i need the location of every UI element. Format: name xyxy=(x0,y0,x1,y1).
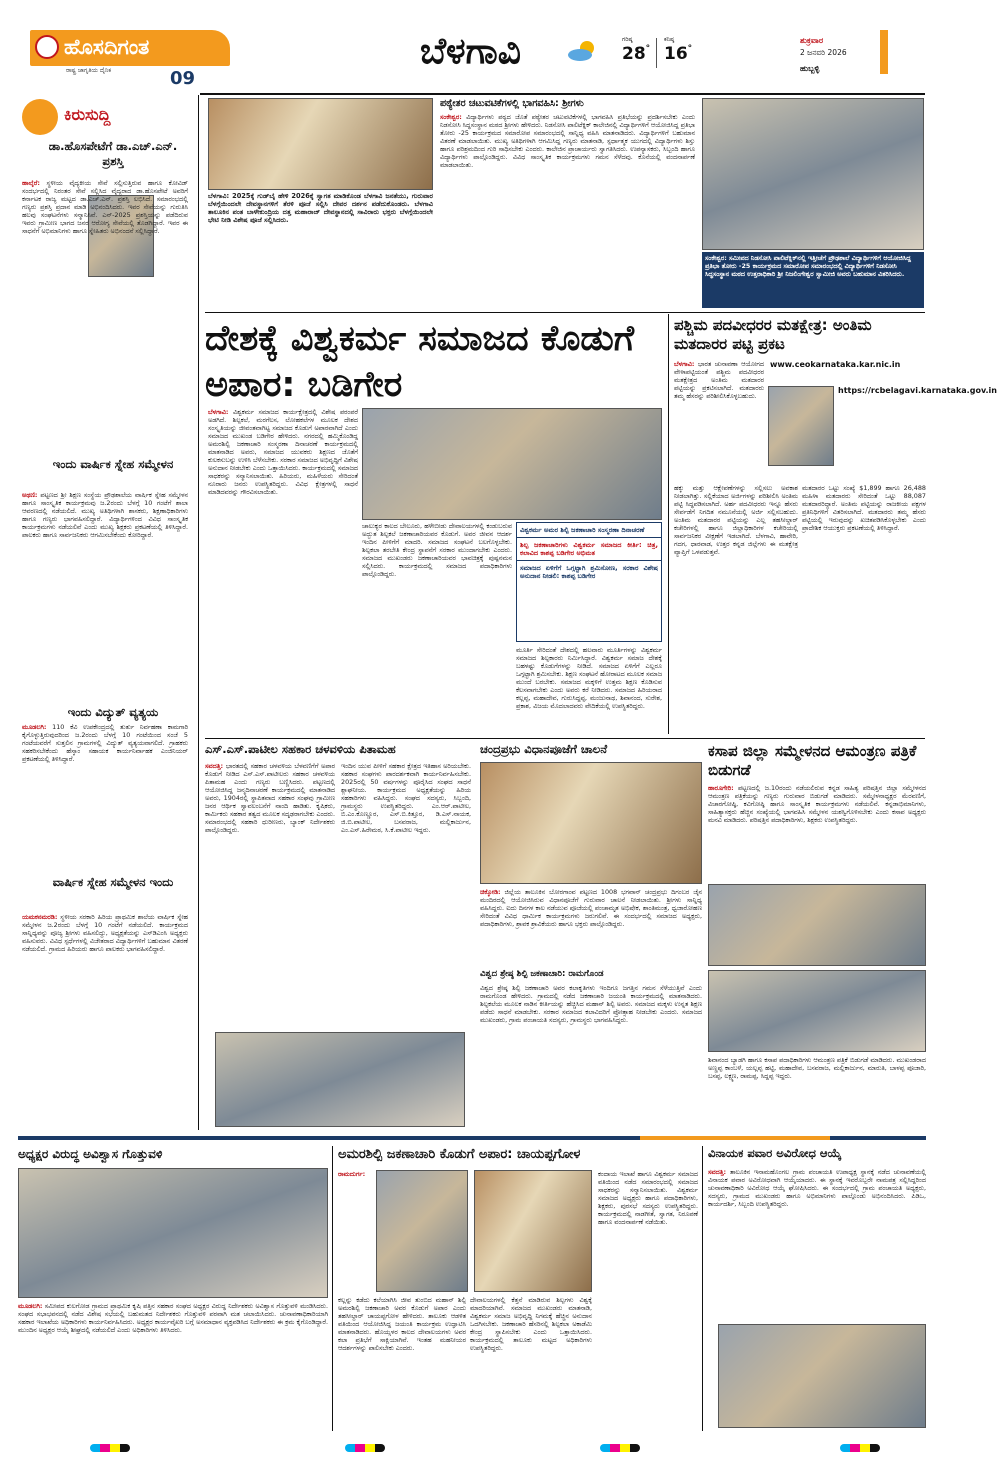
story-g-photo-2 xyxy=(474,1170,592,1292)
story-f-body xyxy=(18,1302,328,1432)
masthead-rule xyxy=(200,93,925,95)
story-a-body xyxy=(440,113,695,303)
story-a xyxy=(440,98,695,308)
story-b-photo xyxy=(215,1032,465,1127)
story-f-place: ಮೂಡಲಗಿ: xyxy=(18,1302,43,1310)
story-g xyxy=(338,1146,698,1436)
story-b xyxy=(205,742,473,1137)
lead-body-col2: ಚಾಲುಕ್ಯರ ಕಾಲದ ಬೇಲೂರು, ಹಳೇಬೀಡು ದೇವಾಲಯಗಳಲ್ಲಿ ಕಂಡುಬರುವ ಅದ್ಭುತ ಶಿಲ್ಪಕಲೆ ಜಕಣಾಚಾರಿಯವರ ಕೊಡುಗೆ. ಅವರ ಜೀವನ ಆದರ್ಶ ಇಂದಿನ ಪೀಳಿಗೆಗೆ ಮಾದರಿ. ಸಮಾಜದ ಸಂಘಟನೆ ಬಲಗೊಳ್ಳಬೇಕು. ಶಿಲ್ಪಕಲಾ ತರಬೇತಿ ಕೇಂದ್ರ ಸ್ಥಾಪನೆಗೆ ಸರಕಾರ ಮುಂದಾಗಬೇಕು ಎಂದರು. ಸಮಾಜದ ಮುಖಂಡರು ಜಕಣಾಚಾರಿಯವರ ಭಾವಚಿತ್ರಕ್ಕೆ ಪುಷ್ಪನಮನ ಸಲ್ಲಿಸಿದರು. ಕಾರ್ಯಕ್ರಮದಲ್ಲಿ ಸಮಾಜದ ಪದಾಧಿಕಾರಿಗಳು ಪಾಲ್ಗೊಂಡಿದ್ದರು. xyxy=(362,522,512,578)
city-name: ಹುಬ್ಬಳ್ಳಿ xyxy=(800,64,820,73)
voters-body-1 xyxy=(674,360,764,480)
lead-text-1: ವಿಶ್ವಕರ್ಮ ಸಮಾಜದ ಕಾರ್ಯಕ್ಷೇತ್ರದಲ್ಲಿ ವಿಶೇಷ ಪರಂಪರೆ ಅಡಗಿದೆ. ಶಿಲ್ಪಕಲೆ, ಮರಗೆಲಸ, ಲೋಹಕಲೆಗಳ ಮೂಲಕ ದೇಶದ ಸಂಸ್ಕೃತಿಯನ್ನು ಜೀವಂತವಾಗಿಟ್ಟ ಸಮಾಜದ ಕೊಡುಗೆ ಅಪಾರವಾಗಿದೆ ಎಂದು ಸಮಾಜದ ಮುಖಂಡ ಬಡಿಗೇರ ಹೇಳಿದರು. ನಗರದಲ್ಲಿ ಹಮ್ಮಿಕೊಂಡಿದ್ದ ಅಮರಶಿಲ್ಪಿ ಜಕಣಾಚಾರಿ ಸಂಸ್ಮರಣಾ ದಿನಾಚರಣೆ ಕಾರ್ಯಕ್ರಮದಲ್ಲಿ ಮಾತನಾಡಿದ ಅವರು, ಸಮಾಜದ ಯುವಕರು ಶಿಕ್ಷಣದ ಜೊತೆಗೆ ಕುಲಕಸುಬನ್ನು ಉಳಿಸಿ ಬೆಳೆಸಬೇಕು. ಸರಕಾರ ಸಮಾಜದ ಅಭಿವೃದ್ಧಿಗೆ ವಿಶೇಷ ಅನುದಾನ ನೀಡಬೇಕು ಎಂದು ಒತ್ತಾಯಿಸಿದರು. ಕಾರ್ಯಕ್ರಮದಲ್ಲಿ ಸಮಾಜದ ಸಾಧಕರನ್ನು ಸನ್ಮಾನಿಸಲಾಯಿತು. ಹಿರಿಯರು, ಮಹಿಳೆಯರು ಸೇರಿದಂತೆ ನೂರಾರು ಜನರು ಉಪಸ್ಥಿತರಿದ್ದರು. ವಿವಿಧ ಕ್ಷೇತ್ರಗಳಲ್ಲಿ ಸಾಧನೆ ಮಾಡಿದವರನ್ನು ಗೌರವಿಸಲಾಯಿತು. xyxy=(208,408,358,496)
tagline: ರಾಷ್ಟ್ರ ಜಾಗೃತಿಯ ದೈನಿಕ xyxy=(66,67,112,74)
top-row-rule xyxy=(205,312,925,313)
day-name: ಶುಕ್ರವಾರ xyxy=(800,36,824,45)
voters-text-1: ಭಾರತ ಚುನಾವಣಾ ಆಯೋಗದ ವೇಳಾಪಟ್ಟಿಯಂತೆ ಪಶ್ಚಿಮ ಪದವೀಧರರ ಮತಕ್ಷೇತ್ರದ ಅಂತಿಮ ಮತದಾರರ ಪಟ್ಟಿಯನ್ನು ಪ್ರಕಟಿಸಲಾಗಿದೆ. ಮತದಾರರು ತಮ್ಮ ಹೆಸರನ್ನು ಪರಿಶೀಲಿಸಿಕೊಳ್ಳಬಹುದು. xyxy=(674,360,764,400)
weather-cloud-icon xyxy=(565,40,599,60)
story-e xyxy=(708,742,926,1137)
story-h-text: ತಾಲೂಕಿನ ಇನಾಮಹೊಂಗಲ ಗ್ರಾಮ ಪಂಚಾಯತಿ ಉಪಾಧ್ಯಕ್ಷ ಸ್ಥಾನಕ್ಕೆ ನಡೆದ ಚುನಾವಣೆಯಲ್ಲಿ ವಿನಾಯಕ ಪವಾರ ಅವಿರೋಧವಾಗಿ ಆಯ್ಕೆಯಾದರು. ಈ ಸ್ಥಾನಕ್ಕೆ ಇವರೊಬ್ಬರೇ ನಾಮಪತ್ರ ಸಲ್ಲಿಸಿದ್ದರಿಂದ ಚುನಾವಣಾಧಿಕಾರಿ ಅವಿರೋಧ ಆಯ್ಕೆ ಘೋಷಿಸಿದರು. ಈ ಸಂದರ್ಭದಲ್ಲಿ ಗ್ರಾಮ ಪಂಚಾಯತಿ ಅಧ್ಯಕ್ಷರು, ಸದಸ್ಯರು, ಗ್ರಾಮದ ಮುಖಂಡರು ಹಾಗೂ ಅಭಿಮಾನಿಗಳು ಪಾಲ್ಗೊಂಡು ಅಭಿನಂದಿಸಿದರು. ಪಿಡಿಒ, ಕಾರ್ಯದರ್ಶಿ, ಸಿಬ್ಬಂದಿ ಉಪಸ್ಥಿತರಿದ್ದರು. xyxy=(708,1168,926,1208)
brief-2-title: ಇಂದು ವಾರ್ಷಿಕ ಸ್ನೇಹ ಸಮ್ಮೇಳನ xyxy=(52,457,174,471)
story-e-caption: ಶಿವಾನಂದ ಬ್ಯಾಡಗಿ ಹಾಗೂ ಕಸಾಪ ಪದಾಧಿಕಾರಿಗಳು ಆಮಂತ್ರಣ ಪತ್ರಿಕೆ ಬಿಡುಗಡೆ ಮಾಡಿದರು. ಮುಖಂಡರಾದ ಅಣ್ಣಪ್ಪ ಕಾಂಬಳೆ, ಯಲ್ಲಪ್ಪ ಹಟ್ಟಿ, ಮಹಾದೇವ, ಬಸವರಾಜ, ಮಲ್ಲಿಕಾರ್ಜುನ, ಮಾರುತಿ, ಬಾಳಪ್ಪ ಪೂಜಾರಿ, ಬಸಪ್ಪ, ಲಕ್ಷ್ಮಣ, ರಾಮಪ್ಪ, ಸಿದ್ದಪ್ಪ ಇದ್ದರು. xyxy=(708,1056,926,1080)
story-g-title: ಅಮರಶಿಲ್ಪಿ ಜಕಣಾಚಾರಿ ಕೊಡುಗೆ ಅಪಾರ: ಚಾಯಪ್ಪಗೋಳ xyxy=(338,1147,581,1162)
story-h-title: ವಿನಾಯಕ ಪವಾರ ಅವಿರೋಧ ಆಯ್ಕೆ xyxy=(708,1146,842,1160)
brief-2-text: ಪಟ್ಟಣದ ಶ್ರೀ ಶಿಕ್ಷಣ ಸಂಸ್ಥೆಯ ಪ್ರೌಢಶಾಲೆಯ ವಾರ್ಷಿಕ ಸ್ನೇಹ ಸಮ್ಮೇಳನ ಹಾಗೂ ಸಾಂಸ್ಕೃತಿಕ ಕಾರ್ಯಕ್ರಮವು ಜ.2ರಂದು ಬೆಳಗ್ಗೆ 10 ಗಂಟೆಗೆ ಶಾಲಾ ಆವರಣದಲ್ಲಿ ನಡೆಯಲಿದೆ. ಮುಖ್ಯ ಅತಿಥಿಗಳಾಗಿ ಶಾಸಕರು, ಶಿಕ್ಷಣಾಧಿಕಾರಿಗಳು ಹಾಗೂ ಗಣ್ಯರು ಭಾಗವಹಿಸಲಿದ್ದಾರೆ. ವಿದ್ಯಾರ್ಥಿಗಳಿಂದ ವಿವಿಧ ಸಾಂಸ್ಕೃತಿಕ ಕಾರ್ಯಕ್ರಮಗಳು ನಡೆಯಲಿವೆ ಎಂದು ಮುಖ್ಯ ಶಿಕ್ಷಕರು ಪ್ರಕಟಣೆಯಲ್ಲಿ ತಿಳಿಸಿದ್ದಾರೆ. ಪಾಲಕರು ಹಾಗೂ ಸಾರ್ವಜನಿಕರು ಆಗಮಿಸಬೇಕೆಂದು ಕೋರಿದ್ದಾರೆ. xyxy=(22,491,188,539)
story-f-photo xyxy=(18,1168,328,1298)
voters-url-2[interactable]: https://rcbelagavi.karnataka.gov.in xyxy=(838,386,997,395)
edition-name: ಬೆಳಗಾವಿ xyxy=(420,31,521,72)
lead-highlight-3: ಸಮಾಜದ ಏಳಿಗೆಗೆ ಒಗ್ಗಟ್ಟಾಗಿ ಶ್ರಮಿಸೋಣ, ಸರಕಾರ ವಿಶೇಷ ಅನುದಾನ ನೀಡಲಿ: ಕಾಶಪ್ಪ ಬಡಿಗೇರ xyxy=(520,564,658,580)
story-b-body-1 xyxy=(205,762,335,1024)
voters-portrait xyxy=(768,386,834,466)
story-c-title: ಚಂದ್ರಪ್ರಭು ವಿಧಾನಪೂಜೆಗೆ ಚಾಲನೆ xyxy=(480,742,608,756)
brief-1-text: ಸ್ಥಳೀಯ ವೈದ್ಯಕೀಯ ಸೇವೆ ಸಲ್ಲಿಸುತ್ತಿರುವ ಹಾಗೂ ಕೋವಿಡ್ ಸಂದರ್ಭದಲ್ಲಿ ನಿರಂತರ ಸೇವೆ ಸಲ್ಲಿಸಿದ ವೈದ್ಯರಾದ ಡಾ.ಹೊಸಪೇಟೆ ಅವರಿಗೆ ಕರ್ನಾಟಕ ರಾಜ್ಯ ಮಟ್ಟದ ಡಾ.ಎಚ್.ಎನ್. ಪ್ರಶಸ್ತಿ ಲಭಿಸಿದೆ. ಸಮಾರಂಭದಲ್ಲಿ ಗಣ್ಯರು ಪ್ರಶಸ್ತಿ ಪ್ರದಾನ ಮಾಡಿ ಅಭಿನಂದಿಸಿದರು. ಇವರ ಸೇವೆಯನ್ನು ಗುರುತಿಸಿ ಹಲವು ಸಂಘಟನೆಗಳು ಸನ್ಮಾನಿಸಿವೆ. ಎನ್-2025 ಪ್ರಶಸ್ತಿಯನ್ನು ಪಡೆದಿರುವ ಇವರು ಗ್ರಾಮೀಣ ಭಾಗದ ಜನರ ಆರೋಗ್ಯ ಸೇವೆಯಲ್ಲಿ ತೊಡಗಿದ್ದಾರೆ. ಇವರ ಈ ಸಾಧನೆಗೆ ಅಭಿಮಾನಿಗಳು ಹಾಗೂ ಸ್ನೇಹಿತರು ಅಭಿನಂದನೆ ಸಲ್ಲಿಸಿದ್ದಾರೆ. xyxy=(22,179,188,235)
lead-highlight-1: ವಿಶ್ವಕರ್ಮ ಅಮರ ಶಿಲ್ಪಿ ಜಕಣಾಚಾರಿ ಸಂಸ್ಮರಣಾ ದಿನಾಚರಣೆ xyxy=(517,523,661,538)
lead-right-divider xyxy=(668,314,669,734)
story-f-text: ಸಮೀಪದ ಕುಲಗೋಡ ಗ್ರಾಮದ ಪ್ರಾಥಮಿಕ ಕೃಷಿ ಪತ್ತಿನ ಸಹಕಾರ ಸಂಘದ ಅಧ್ಯಕ್ಷರ ವಿರುದ್ಧ ನಿರ್ದೇಶಕರು ಅವಿಶ್ವಾಸ ಗೊತ್ತುವಳಿ ಮಂಡಿಸಿದರು. ಸಂಘದ ಸಭಾಭವನದಲ್ಲಿ ನಡೆದ ವಿಶೇಷ ಸಭೆಯಲ್ಲಿ ಬಹುಮತದ ನಿರ್ದೇಶಕರು ಗೊತ್ತುವಳಿ ಪರವಾಗಿ ಮತ ಚಲಾಯಿಸಿದರು. ಚುನಾವಣಾಧಿಕಾರಿಯಾಗಿ ಸಹಕಾರ ಇಲಾಖೆಯ ಅಧಿಕಾರಿಗಳು ಕಾರ್ಯನಿರ್ವಹಿಸಿದರು. ಅಧ್ಯಕ್ಷರ ಕಾರ್ಯವೈಖರಿ ಬಗ್ಗೆ ಅಸಮಾಧಾನ ವ್ಯಕ್ತಪಡಿಸಿದ ನಿರ್ದೇಶಕರು ಈ ಕ್ರಮ ಕೈಗೊಂಡಿದ್ದಾರೆ. ಮುಂದಿನ ಅಧ್ಯಕ್ಷರ ಆಯ್ಕೆ ಶೀಘ್ರದಲ್ಲಿ ನಡೆಯಲಿದೆ ಎಂದು ಅಧಿಕಾರಿಗಳು ತಿಳಿಸಿದರು. xyxy=(18,1302,328,1334)
lead-title: ದೇಶಕ್ಕೆ ವಿಶ್ವಕರ್ಮ ಸಮಾಜದ ಕೊಡುಗೆ ಅಪಾರ: ಬಡಿಗೇರ xyxy=(205,319,635,405)
cmyk-mark-icon xyxy=(600,1444,640,1452)
kirusuddi-divider xyxy=(198,95,199,1130)
story-e-text: ಪಟ್ಟಣದಲ್ಲಿ ಜ.10ರಂದು ನಡೆಯಲಿರುವ ಕನ್ನಡ ಸಾಹಿತ್ಯ ಪರಿಷತ್ತಿನ ಜಿಲ್ಲಾ ಸಮ್ಮೇಳನದ ಆಮಂತ್ರಣ ಪತ್ರಿಕೆಯನ್ನು ಗಣ್ಯರು ಗುರುವಾರ ಬಿಡುಗಡೆ ಮಾಡಿದರು. ಸಮ್ಮೇಳನಾಧ್ಯಕ್ಷರ ಮೆರವಣಿಗೆ, ವಿಚಾರಗೋಷ್ಠಿ, ಕವಿಗೋಷ್ಠಿ ಹಾಗೂ ಸಾಂಸ್ಕೃತಿಕ ಕಾರ್ಯಕ್ರಮಗಳು ನಡೆಯಲಿವೆ. ಕನ್ನಡಾಭಿಮಾನಿಗಳು, ಸಾಹಿತ್ಯಾಸಕ್ತರು ಹೆಚ್ಚಿನ ಸಂಖ್ಯೆಯಲ್ಲಿ ಭಾಗವಹಿಸಿ ಸಮ್ಮೇಳನ ಯಶಸ್ವಿಗೊಳಿಸಬೇಕು ಎಂದು ಕಸಾಪ ಅಧ್ಯಕ್ಷರು ಮನವಿ ಮಾಡಿದರು. ಪರಿಷತ್ತಿನ ಪದಾಧಿಕಾರಿಗಳು, ಶಿಕ್ಷಕರು ಉಪಸ್ಥಿತರಿದ್ದರು. xyxy=(708,784,926,824)
story-f-title: ಅಧ್ಯಕ್ಷರ ವಿರುದ್ಧ ಅವಿಶ್ವಾಸ ಗೊತ್ತುವಳಿ xyxy=(18,1147,163,1161)
temp-divider xyxy=(656,38,657,68)
lead-highlight-2: ಶಿಲ್ಪ ಜಕಣಾಚಾರಿಗಳು ವಿಶ್ವಕರ್ಮ ಸಮಾಜದ ಕೀರ್ತಿ: ಚಿತ್ರ, ಕಲಾವಿದ ಕಾಶಪ್ಪ ಬಡಿಗೇರ ಅಭಿಮತ xyxy=(517,538,661,561)
bottom-section-accent xyxy=(640,1136,830,1140)
mid-row-rule xyxy=(205,738,925,739)
logo-emblem-icon xyxy=(35,35,59,59)
story-d-body: ವಿಶ್ವದ ಶ್ರೇಷ್ಠ ಶಿಲ್ಪಿ ಜಕಣಾಚಾರಿ ಅವರ ಕಲಾಕೃತಿಗಳು ಇಂದಿಗೂ ಜಗತ್ತಿನ ಗಮನ ಸೆಳೆಯುತ್ತಿವೆ ಎಂದು ರಾಮಗೊಂಡ ಹೇಳಿದರು. ಗ್ರಾಮದಲ್ಲಿ ನಡೆದ ಜಕಣಾಚಾರಿ ಜಯಂತಿ ಕಾರ್ಯಕ್ರಮದಲ್ಲಿ ಮಾತನಾಡಿದರು. ಶಿಲ್ಪಕಲೆಯ ಮೂಲಕ ನಾಡಿನ ಕೀರ್ತಿಯನ್ನು ಹೆಚ್ಚಿಸಿದ ಮಹಾನ್ ಶಿಲ್ಪಿ ಅವರು. ಸಮಾಜದ ಮಕ್ಕಳು ಉನ್ನತ ಶಿಕ್ಷಣ ಪಡೆದು ಸಾಧನೆ ಮಾಡಬೇಕು. ಸರಕಾರ ಸಮಾಜದ ಕಲಾವಿದರಿಗೆ ಪ್ರೋತ್ಸಾಹ ನೀಡಬೇಕು ಎಂದರು. ಸಮಾಜದ ಮುಖಂಡರು, ಗ್ರಾಮ ಪಂಚಾಯತಿ ಸದಸ್ಯರು, ಗ್ರಾಮಸ್ಥರು ಭಾಗವಹಿಸಿದ್ದರು. xyxy=(480,984,702,1024)
story-e-photo-2 xyxy=(708,970,926,1052)
story-a-title: ಪಠ್ಯೇತರ ಚಟುವಟಿಕೆಗಳಲ್ಲಿ ಭಾಗವಹಿಸಿ: ಶ್ರೀಗಳು xyxy=(440,98,584,109)
story-b-place: ಸವದತ್ತಿ: xyxy=(205,762,224,770)
story-c xyxy=(480,742,702,962)
story-h-place: ಸವದತ್ತಿ: xyxy=(708,1168,727,1176)
date-accent-bar xyxy=(880,30,888,74)
date-block xyxy=(800,36,925,74)
story-a-place: ಸಂಕೇಶ್ವರ: xyxy=(440,113,462,121)
story-e-title: ಕಸಾಪ ಜಿಲ್ಲಾ ಸಮ್ಮೇಳನದ ಆಮಂತ್ರಣ ಪತ್ರಿಕೆ ಬಿಡುಗಡೆ xyxy=(708,742,917,779)
kirusuddi-label: ಕಿರುಸುದ್ದಿ xyxy=(64,105,111,124)
max-temp: 28° xyxy=(622,44,651,64)
brief-1-body xyxy=(22,179,188,459)
voters-body-3: ಮತದಾರರ ಒಟ್ಟು ಸಂಖ್ಯೆ $1,899 ಹಾಗೂ 26,488 ಮಹಿಳಾ ಮತದಾರರು ಸೇರಿದಂತೆ ಒಟ್ಟು 88,087 ಮತದಾರರಿದ್ದಾರೆ. ಅಂತಿಮ ಪಟ್ಟಿಯನ್ನು ರಾಜಕೀಯ ಪಕ್ಷಗಳ ಪ್ರತಿನಿಧಿಗಳಿಗೆ ವಿತರಿಸಲಾಗಿದೆ. ಮತದಾರರು ತಮ್ಮ ಹೆಸರು ಪಟ್ಟಿಯಲ್ಲಿ ಇರುವುದನ್ನು ಖಚಿತಪಡಿಸಿಕೊಳ್ಳಬೇಕು ಎಂದು ಪ್ರಾದೇಶಿಕ ಆಯುಕ್ತರು ಪ್ರಕಟಣೆಯಲ್ಲಿ ತಿಳಿಸಿದ್ದಾರೆ. xyxy=(802,484,926,532)
story-g-text-2: ದೇವಾಲಯಗಳಲ್ಲಿ ಕೆತ್ತನೆ ಮಾಡಿರುವ ಶಿಲ್ಪಗಳು ವಿಶ್ವಕ್ಕೆ ಮಾದರಿಯಾಗಿವೆ. ಸಮಾಜದ ಮುಖಂಡರು ಮಾತನಾಡಿ, ವಿಶ್ವಕರ್ಮ ಸಮಾಜ ಅಭಿವೃದ್ಧಿ ನಿಗಮಕ್ಕೆ ಹೆಚ್ಚಿನ ಅನುದಾನ ಒದಗಿಸಬೇಕು. ಜಕಣಾಚಾರಿ ಹೆಸರಿನಲ್ಲಿ ಶಿಲ್ಪಕಲಾ ಅಕಾಡೆಮಿ ಕೇಂದ್ರ ಸ್ಥಾಪಿಸಬೇಕು ಎಂದು ಒತ್ತಾಯಿಸಿದರು. ಕಾರ್ಯಕ್ರಮದಲ್ಲಿ ತಾಲೂಕು ಮಟ್ಟದ ಅಧಿಕಾರಿಗಳು ಉಪಸ್ಥಿತರಿದ್ದರು. xyxy=(470,1296,592,1352)
brief-3-text: 110 ಕೆವಿ ಉಪಕೇಂದ್ರದಲ್ಲಿ ತುರ್ತು ನಿರ್ವಹಣಾ ಕಾಮಗಾರಿ ಕೈಗೊಳ್ಳುತ್ತಿರುವುದರಿಂದ ಜ.2ರಂದು ಬೆಳಗ್ಗೆ 10 ಗಂಟೆಯಿಂದ ಸಂಜೆ 5 ಗಂಟೆಯವರೆಗೆ ಸುತ್ತಲಿನ ಗ್ರಾಮಗಳಲ್ಲಿ ವಿದ್ಯುತ್ ವ್ಯತ್ಯಯವಾಗಲಿದೆ. ಗ್ರಾಹಕರು ಸಹಕರಿಸಬೇಕೆಂದು ಹೆಸ್ಕಾಂ ಸಹಾಯಕ ಕಾರ್ಯನಿರ್ವಾಹಕ ಎಂಜಿನಿಯರ್ ಪ್ರಕಟಣೆಯಲ್ಲಿ ತಿಳಿಸಿದ್ದಾರೆ. xyxy=(22,723,188,763)
print-marks xyxy=(0,1440,945,1460)
masthead-logo-block xyxy=(30,30,230,66)
story-g-text-3: ಕಂದಾಯ ಇಲಾಖೆ ಹಾಗೂ ವಿಶ್ವಕರ್ಮ ಸಮಾಜದ ವತಿಯಿಂದ ನಡೆದ ಸಮಾರಂಭದಲ್ಲಿ ಸಮಾಜದ ಸಾಧಕರನ್ನು ಸನ್ಮಾನಿಸಲಾಯಿತು. ವಿಶ್ವಕರ್ಮ ಸಮಾಜದ ಅಧ್ಯಕ್ಷರು ಹಾಗೂ ಪದಾಧಿಕಾರಿಗಳು, ಶಿಕ್ಷಕರು, ಪುರಸಭೆ ಸದಸ್ಯರು ಉಪಸ್ಥಿತರಿದ್ದರು. ಕಾರ್ಯಕ್ರಮದಲ್ಲಿ ನಾಡಗೀತೆ, ಸ್ವಾಗತ, ನಿರೂಪಣೆ ಹಾಗೂ ವಂದನಾರ್ಪಣೆ ನಡೆಯಿತು. xyxy=(598,1170,698,1226)
max-temp-label: ಗರಿಷ್ಠ xyxy=(622,36,633,43)
temple-photo xyxy=(208,98,433,190)
min-temp: 16° xyxy=(664,44,693,64)
temple-photo-caption: ಬೆಳಗಾವಿ: 2025ಕ್ಕೆ ಗುಡ್‌ಬೈ ಹೇಳಿ 2026ಕ್ಕೆ ಸ್ವಾಗತ ಮಾಡಿಕೊಂಡ ಬೆಳಗಾವಿ ಜನತೆಯು, ಗುರುವಾರ ಬೆಳಗ್ಗೆಯಿಂದಲೇ ದೇವಸ್ಥಾನಗಳಿಗೆ ತೆರಳಿ ಪೂಜೆ ಸಲ್ಲಿಸಿ ದೇವರ ದರ್ಶನ ಪಡೆದುಕೊಂಡರು. ಬೆಳಗಾವಿ ತಾಲೂಕಿನ ಪಂತ ಬಾಳೇಕುಂದ್ರಿಯ ದತ್ತ ಮಹಾರಾಜ್ ದೇವಸ್ಥಾನದಲ್ಲಿ ಸಾವಿರಾರು ಭಕ್ತರು ಬೆಳಗ್ಗೆಯಿಂದಲೇ ಭೇಟಿ ನೀಡಿ ವಿಶೇಷ ಪೂಜೆ ಸಲ್ಲಿಸಿದರು. xyxy=(208,192,433,224)
story-b-text-1: ಭಾರತದಲ್ಲಿ ಸಹಕಾರ ಚಳವಳಿಯ ಬೆಳವಣಿಗೆಗೆ ಅಪಾರ ಕೊಡುಗೆ ನೀಡಿದ ಎಸ್.ಎಸ್.ಪಾಟೀಲರು ಸಹಕಾರ ಚಳವಳಿಯ ಪಿತಾಮಹ ಎಂದು ಗಣ್ಯರು ಬಣ್ಣಿಸಿದರು. ಪಟ್ಟಣದಲ್ಲಿ ಆಯೋಜಿಸಿದ್ದ ಜನ್ಮದಿನಾಚರಣೆ ಕಾರ್ಯಕ್ರಮದಲ್ಲಿ ಮಾತನಾಡಿದ ಅವರು, 1904ರಲ್ಲಿ ಸ್ಥಾಪಿತವಾದ ಸಹಕಾರ ಸಂಘವು ಗ್ರಾಮೀಣ ಜನರ ಆರ್ಥಿಕ ಸ್ವಾವಲಂಬನೆಗೆ ನಾಂದಿ ಹಾಡಿತು. ಕೃಷಿಕರು, ಕಾರ್ಮಿಕರು ಸಹಕಾರ ತತ್ವದ ಮೂಲಕ ಸದೃಢರಾಗಬೇಕು ಎಂದರು. ಸಮಾರಂಭದಲ್ಲಿ ಸಹಕಾರಿ ಧುರೀಣರು, ಬ್ಯಾಂಕ್ ನಿರ್ದೇಶಕರು ಪಾಲ್ಗೊಂಡಿದ್ದರು. xyxy=(205,762,335,834)
cmyk-mark-icon xyxy=(345,1444,385,1452)
story-g-divider xyxy=(702,1146,703,1431)
story-e-place: ಹಾರೂಗೇರಿ: xyxy=(708,784,734,792)
story-g-place: ರಾಮದುರ್ಗ: xyxy=(338,1170,366,1178)
brief-3-place: ಮೂಡಲಗಿ: xyxy=(22,723,47,731)
story-d xyxy=(480,968,702,1138)
cmyk-mark-icon xyxy=(840,1444,880,1452)
voters-story xyxy=(674,316,997,736)
story-a-text: ವಿದ್ಯಾರ್ಥಿಗಳು ಪಠ್ಯದ ಜೊತೆ ಪಠ್ಯೇತರ ಚಟುವಟಿಕೆಗಳಲ್ಲಿ ಭಾಗವಹಿಸಿ ಪ್ರತಿಭೆಯನ್ನು ಪ್ರದರ್ಶಿಸಬೇಕು ಎಂದು ನಿಡಸೋಸಿ ಸಿದ್ಧಸಂಸ್ಥಾನ ಮಠದ ಶ್ರೀಗಳು ಹೇಳಿದರು. ನಿಡಸೋಸಿ ಪಾಲಿಟೆಕ್ನಿಕ್ ಕಾಲೇಜಿನಲ್ಲಿ ವಿದ್ಯಾರ್ಥಿಗಳಿಗೆ ಆಯೋಜಿಸಿದ್ದ ಪ್ರತಿಭಾ ತೋರು -25 ಕಾರ್ಯಕ್ರಮದ ಸಮಾರೋಪ ಸಮಾರಂಭದಲ್ಲಿ ಸಾನ್ನಿಧ್ಯ ವಹಿಸಿ ಮಾತನಾಡಿದರು. ವಿದ್ಯಾರ್ಥಿಗಳಿಗೆ ಬಹುಮಾನ ವಿತರಣೆ ಮಾಡಲಾಯಿತು. ಮುಖ್ಯ ಅತಿಥಿಗಳಾಗಿ ಆಗಮಿಸಿದ್ದ ಗಣ್ಯರು ಮಾತನಾಡಿ, ಸ್ಪರ್ಧಾತ್ಮಕ ಯುಗದಲ್ಲಿ ವಿದ್ಯಾರ್ಥಿಗಳು ಶಿಸ್ತು ಹಾಗೂ ಪರಿಶ್ರಮದಿಂದ ಗುರಿ ಸಾಧಿಸಬೇಕು ಎಂದರು. ಕಾಲೇಜಿನ ಪ್ರಾಚಾರ್ಯರು ಸ್ವಾಗತಿಸಿದರು. ಉಪನ್ಯಾಸಕರು, ಸಿಬ್ಬಂದಿ ಹಾಗೂ ವಿದ್ಯಾರ್ಥಿಗಳು ಪಾಲ್ಗೊಂಡಿದ್ದರು. ವಿವಿಧ ಸಾಂಸ್ಕೃತಿಕ ಕಾರ್ಯಕ್ರಮಗಳು ಗಮನ ಸೆಳೆದವು. ಕೊನೆಯಲ್ಲಿ ವಂದನಾರ್ಪಣೆ ಮಾಡಲಾಯಿತು. xyxy=(440,113,695,169)
kirusuddi-hand-icon xyxy=(22,99,58,135)
voters-body-2: ಹಕ್ಕು ಮತ್ತು ಆಕ್ಷೇಪಣೆಗಳನ್ನು ಸಲ್ಲಿಸಲು ಅವಕಾಶ ನೀಡಲಾಗಿತ್ತು. ಸಲ್ಲಿಕೆಯಾದ ಅರ್ಜಿಗಳನ್ನು ಪರಿಶೀಲಿಸಿ ಅಂತಿಮ ಪಟ್ಟಿ ಸಿದ್ಧಪಡಿಸಲಾಗಿದೆ. ಅರ್ಹ ಪದವೀಧರರು ಇನ್ನೂ ಹೆಸರು ಸೇರ್ಪಡೆಗೆ ನಿಗದಿತ ನಮೂನೆಯಲ್ಲಿ ಅರ್ಜಿ ಸಲ್ಲಿಸಬಹುದು. ಅಂತಿಮ ಮತದಾರರ ಪಟ್ಟಿಯನ್ನು ಎಲ್ಲ ತಹಸೀಲ್ದಾರ್ ಕಚೇರಿಗಳಲ್ಲಿ ಹಾಗೂ ಜಿಲ್ಲಾಧಿಕಾರಿಗಳ ಕಚೇರಿಯಲ್ಲಿ ಸಾರ್ವಜನಿಕರ ವೀಕ್ಷಣೆಗೆ ಇಡಲಾಗಿದೆ. ಬೆಳಗಾವಿ, ಹಾವೇರಿ, ಗದಗ, ಧಾರವಾಡ, ಉತ್ತರ ಕನ್ನಡ ಜಿಲ್ಲೆಗಳು ಈ ಮತಕ್ಷೇತ್ರ ವ್ಯಾಪ್ತಿಗೆ ಒಳಪಡುತ್ತವೆ. xyxy=(674,484,798,556)
story-c-photo xyxy=(480,762,702,884)
story-g-photo-1 xyxy=(376,1170,468,1292)
brief-1-title: ಡಾ.ಹೊಸಪೇಟೆಗೆ ಡಾ.ಎಚ್.ಎನ್. ಪ್ರಶಸ್ತಿ xyxy=(48,139,178,168)
story-c-text: ಜಿಲ್ಲೆಯ ತಾಲೂಕಿನ ಬೋರಗಾಂವ ಪಟ್ಟಣದ 1008 ಭಗವಾನ್ ಚಂದ್ರಪ್ರಭು ದಿಗಂಬರ ಜೈನ ಮಂದಿರದಲ್ಲಿ ಆಯೋಜಿಸಿರುವ ವಿಧಾನಪೂಜೆಗೆ ಗುರುವಾರ ಚಾಲನೆ ನೀಡಲಾಯಿತು. ಶ್ರೀಗಳು ಸಾನ್ನಿಧ್ಯ ವಹಿಸಿದ್ದರು. ಐದು ದಿನಗಳ ಕಾಲ ನಡೆಯುವ ಪೂಜೆಯಲ್ಲಿ ಪಂಚಾಮೃತ ಅಭಿಷೇಕ, ಶಾಂತಿಮಂತ್ರ, ಧ್ವಜಾರೋಹಣ ಸೇರಿದಂತೆ ವಿವಿಧ ಧಾರ್ಮಿಕ ಕಾರ್ಯಕ್ರಮಗಳು ಜರುಗಲಿವೆ. ಈ ಸಂದರ್ಭದಲ್ಲಿ ಸಮಾಜದ ಅಧ್ಯಕ್ಷರು, ಪದಾಧಿಕಾರಿಗಳು, ಶ್ರಾವಕ ಶ್ರಾವಿಕೆಯರು ಹಾಗೂ ಭಕ್ತರು ಪಾಲ್ಗೊಂಡಿದ್ದರು. xyxy=(480,888,702,928)
lead-body-col3: ಮೂರ್ತಿ ಸೇರಿದಂತೆ ದೇಶದಲ್ಲಿ ಹಲವಾರು ಮೂರ್ತಿಗಳನ್ನು ವಿಶ್ವಕರ್ಮ ಸಮಾಜದ ಶಿಲ್ಪಕಾರರು ನಿರ್ಮಿಸಿದ್ದಾರೆ. ವಿಶ್ವಕರ್ಮ ಸಮಾಜ ದೇಶಕ್ಕೆ ಬಹಳಷ್ಟು ಕೊಡುಗೆಗಳನ್ನು ನೀಡಿದೆ. ಸಮಾಜದ ಏಳಿಗೆಗೆ ಎಲ್ಲರೂ ಒಗ್ಗಟ್ಟಾಗಿ ಶ್ರಮಿಸಬೇಕು. ಶಿಕ್ಷಣ ಸಂಘಟನೆ ಹೋರಾಟದ ಮೂಲಕ ಸಮಾಜ ಮುಂದೆ ಬರಬೇಕು. ಸಮಾಜದ ಮಕ್ಕಳಿಗೆ ಉತ್ತಮ ಶಿಕ್ಷಣ ಕೊಡಿಸುವ ಕೆಲಸವಾಗಬೇಕು ಎಂದು ಅವರು ಕರೆ ನೀಡಿದರು. ಸಮಾಜದ ಹಿರಿಯರಾದ ಕಲ್ಲಪ್ಪ, ಮಹಾದೇವ, ಗುರುಸಿದ್ದಪ್ಪ, ಮಂಜುನಾಥ, ಶಿವಾನಂದ, ಸುರೇಶ, ಪ್ರಕಾಶ, ವಿಜಯ ಮೊದಲಾದವರು ವೇದಿಕೆಯಲ್ಲಿ ಉಪಸ್ಥಿತರಿದ್ದರು. xyxy=(516,646,662,710)
lead-body-col1 xyxy=(208,408,358,736)
story-c-place: ಚಿಕ್ಕೋಡಿ: xyxy=(480,888,501,896)
cmyk-mark-icon xyxy=(90,1444,130,1452)
paper-name: ಹೊಸದಿಗಂತ xyxy=(64,35,150,59)
award-photo-caption: ಸಂಕೇಶ್ವರ: ಸಮೀಪದ ನಿಡಸೋಸಿ ಪಾಲಿಟೆಕ್ನಿಕ್‌ನಲ್ಲಿ ಇತ್ತೀಚೆಗೆ ಪ್ರೌಢಶಾಲೆ ವಿದ್ಯಾರ್ಥಿಗಳಿಗೆ ಆಯೋಜಿಸಿದ್ದ ಪ್ರತಿಭಾ ತೋರು -25 ಕಾರ್ಯಕ್ರಮದ ಸಮಾರೋಪ ಸಮಾರಂಭದಲ್ಲಿ ವಿದ್ಯಾರ್ಥಿಗಳಿಗೆ ನಿಡಸೋಸಿ ಸಿದ್ಧಸಂಸ್ಥಾನ ಮಠದ ಉತ್ತರಾಧಿಕಾರಿ ಶ್ರೀ ನಿಜಲಿಂಗೇಶ್ವರ ಸ್ವಾಮೀಜಿ ಅವರು ಬಹುಮಾನ ವಿತರಿಸಿದರು. xyxy=(702,252,924,308)
story-h-body xyxy=(708,1168,926,1322)
lead-place: ಬೆಳಗಾವಿ: xyxy=(208,408,229,416)
story-c-body xyxy=(480,888,702,962)
kirusuddi-header xyxy=(18,97,192,137)
story-f xyxy=(18,1146,328,1436)
lead-photo xyxy=(362,408,662,520)
story-b-title: ಎಸ್.ಎಸ್.ಪಾಟೀಲ ಸಹಕಾರ ಚಳವಳಿಯ ಪಿತಾಮಹ xyxy=(205,742,396,756)
story-b-body-2: ಇಂದಿನ ಯುವ ಪೀಳಿಗೆ ಸಹಕಾರ ಕ್ಷೇತ್ರದ ಇತಿಹಾಸ ಅರಿಯಬೇಕು. ಸಹಕಾರ ಸಂಘಗಳು ಪಾರದರ್ಶಕವಾಗಿ ಕಾರ್ಯನಿರ್ವಹಿಸಬೇಕು. 2025ರಲ್ಲಿ 50 ವರ್ಷಗಳನ್ನು ಪೂರೈಸಿದ ಸಂಘದ ಸಾಧನೆ ಶ್ಲಾಘನೀಯ. ಕಾರ್ಯಕ್ರಮದ ಅಧ್ಯಕ್ಷತೆಯನ್ನು ಹಿರಿಯ ಸಹಕಾರಿಗಳು ವಹಿಸಿದ್ದರು. ಸಂಘದ ಸದಸ್ಯರು, ಸಿಬ್ಬಂದಿ, ಗ್ರಾಮಸ್ಥರು ಉಪಸ್ಥಿತರಿದ್ದರು. ಎಂ.ಆರ್.ಪಾಟೀಲ, ಬಿ.ಎಂ.ಕೊಣ್ಣೂರ, ಎಸ್.ಬಿ.ಕಿತ್ತೂರ, ಡಿ.ಎಸ್.ನಾಯಕ, ಜಿ.ಬಿ.ಪಾಟೀಲ, ಬಸವರಾಜ, ಮಲ್ಲಿಕಾರ್ಜುನ, ಎಂ.ಎಸ್.ಹಿರೇಮಠ, ಸಿ.ಕೆ.ಪಾಟೀಲ ಇದ್ದರು. xyxy=(341,762,471,834)
brief-3-title: ಇಂದು ವಿದ್ಯುತ್ ವ್ಯತ್ಯಯ xyxy=(67,705,159,719)
story-g-text-1: ಕಲ್ಲನ್ನು ಕಡೆದು ಕಲೆಯಾಗಿಸಿ ಜೀವ ತುಂಬಿದ ಮಹಾನ್ ಶಿಲ್ಪಿ ಅಮರಶಿಲ್ಪಿ ಜಕಣಾಚಾರಿ ಅವರ ಕೊಡುಗೆ ಅಪಾರ ಎಂದು ತಹಸೀಲ್ದಾರ್ ಚಾಯಪ್ಪಗೋಳ ಹೇಳಿದರು. ತಾಲೂಕು ಆಡಳಿತ ವತಿಯಿಂದ ಆಯೋಜಿಸಿದ್ದ ಜಯಂತಿ ಕಾರ್ಯಕ್ರಮ ಉದ್ಘಾಟಿಸಿ ಮಾತನಾಡಿದರು. ಹೊಯ್ಸಳರ ಕಾಲದ ದೇವಾಲಯಗಳು ಅವರ ಕಲಾ ಪ್ರತಿಭೆಗೆ ಸಾಕ್ಷಿಯಾಗಿವೆ. ಇಂತಹ ಮಹನೀಯರ ಆದರ್ಶಗಳನ್ನು ಪಾಲಿಸಬೇಕು ಎಂದರು. xyxy=(338,1296,466,1352)
story-h-photo xyxy=(718,1324,926,1428)
voters-url-1[interactable]: www.ceokarnataka.kar.nic.in xyxy=(770,360,901,369)
award-photo xyxy=(702,98,924,250)
story-e-photo-1 xyxy=(708,884,926,966)
brief-2-body xyxy=(22,491,188,691)
min-temp-label: ಕನಿಷ್ಠ xyxy=(664,36,675,43)
story-d-title: ವಿಶ್ವದ ಶ್ರೇಷ್ಠ ಶಿಲ್ಪಿ ಜಕಣಾಚಾರಿ: ರಾಮಗೊಂಡ xyxy=(480,969,604,979)
voters-title: ಪಶ್ಚಿಮ ಪದವೀಧರರ ಮತಕ್ಷೇತ್ರ: ಅಂತಿಮ ಮತದಾರರ ಪಟ್ಟಿ ಪ್ರಕಟ xyxy=(674,316,872,353)
brief-3-body xyxy=(22,723,188,863)
masthead xyxy=(0,0,945,95)
brief-4-place: ಯಮಕನಮರಡಿ: xyxy=(22,913,58,921)
lead-highlight-box xyxy=(516,522,662,642)
issue-date: 2 ಜನವರಿ 2026 xyxy=(800,48,847,57)
story-f-divider xyxy=(332,1146,333,1431)
brief-2-place: ಅಥಣಿ: xyxy=(22,491,38,499)
brief-4-text: ಸ್ಥಳೀಯ ಸರಕಾರಿ ಹಿರಿಯ ಪ್ರಾಥಮಿಕ ಶಾಲೆಯ ವಾರ್ಷಿಕ ಸ್ನೇಹ ಸಮ್ಮೇಳನ ಜ.2ರಂದು ಬೆಳಗ್ಗೆ 10 ಗಂಟೆಗೆ ನಡೆಯಲಿದೆ. ಕಾರ್ಯಕ್ರಮದ ಸಾನ್ನಿಧ್ಯವನ್ನು ಪೂಜ್ಯ ಶ್ರೀಗಳು ವಹಿಸಲಿದ್ದು, ಅಧ್ಯಕ್ಷತೆಯನ್ನು ಎಸ್‌ಡಿಎಂಸಿ ಅಧ್ಯಕ್ಷರು ವಹಿಸುವರು. ವಿವಿಧ ಸ್ಪರ್ಧೆಗಳಲ್ಲಿ ವಿಜೇತರಾದ ವಿದ್ಯಾರ್ಥಿಗಳಿಗೆ ಬಹುಮಾನ ವಿತರಣೆ ನಡೆಯಲಿದೆ. ಗ್ರಾಮದ ಹಿರಿಯರು ಹಾಗೂ ಪಾಲಕರು ಭಾಗವಹಿಸಲಿದ್ದಾರೆ. xyxy=(22,913,188,953)
story-h xyxy=(708,1146,926,1436)
brief-4-title: ವಾರ್ಷಿಕ ಸ್ನೇಹ ಸಮ್ಮೇಳನ ಇಂದು xyxy=(52,875,174,889)
voters-place: ಬೆಳಗಾವಿ: xyxy=(674,360,695,368)
brief-1-place: ಹಾಲ್ಕೆರೆ: xyxy=(22,179,40,187)
page-number: 09 xyxy=(170,68,196,89)
